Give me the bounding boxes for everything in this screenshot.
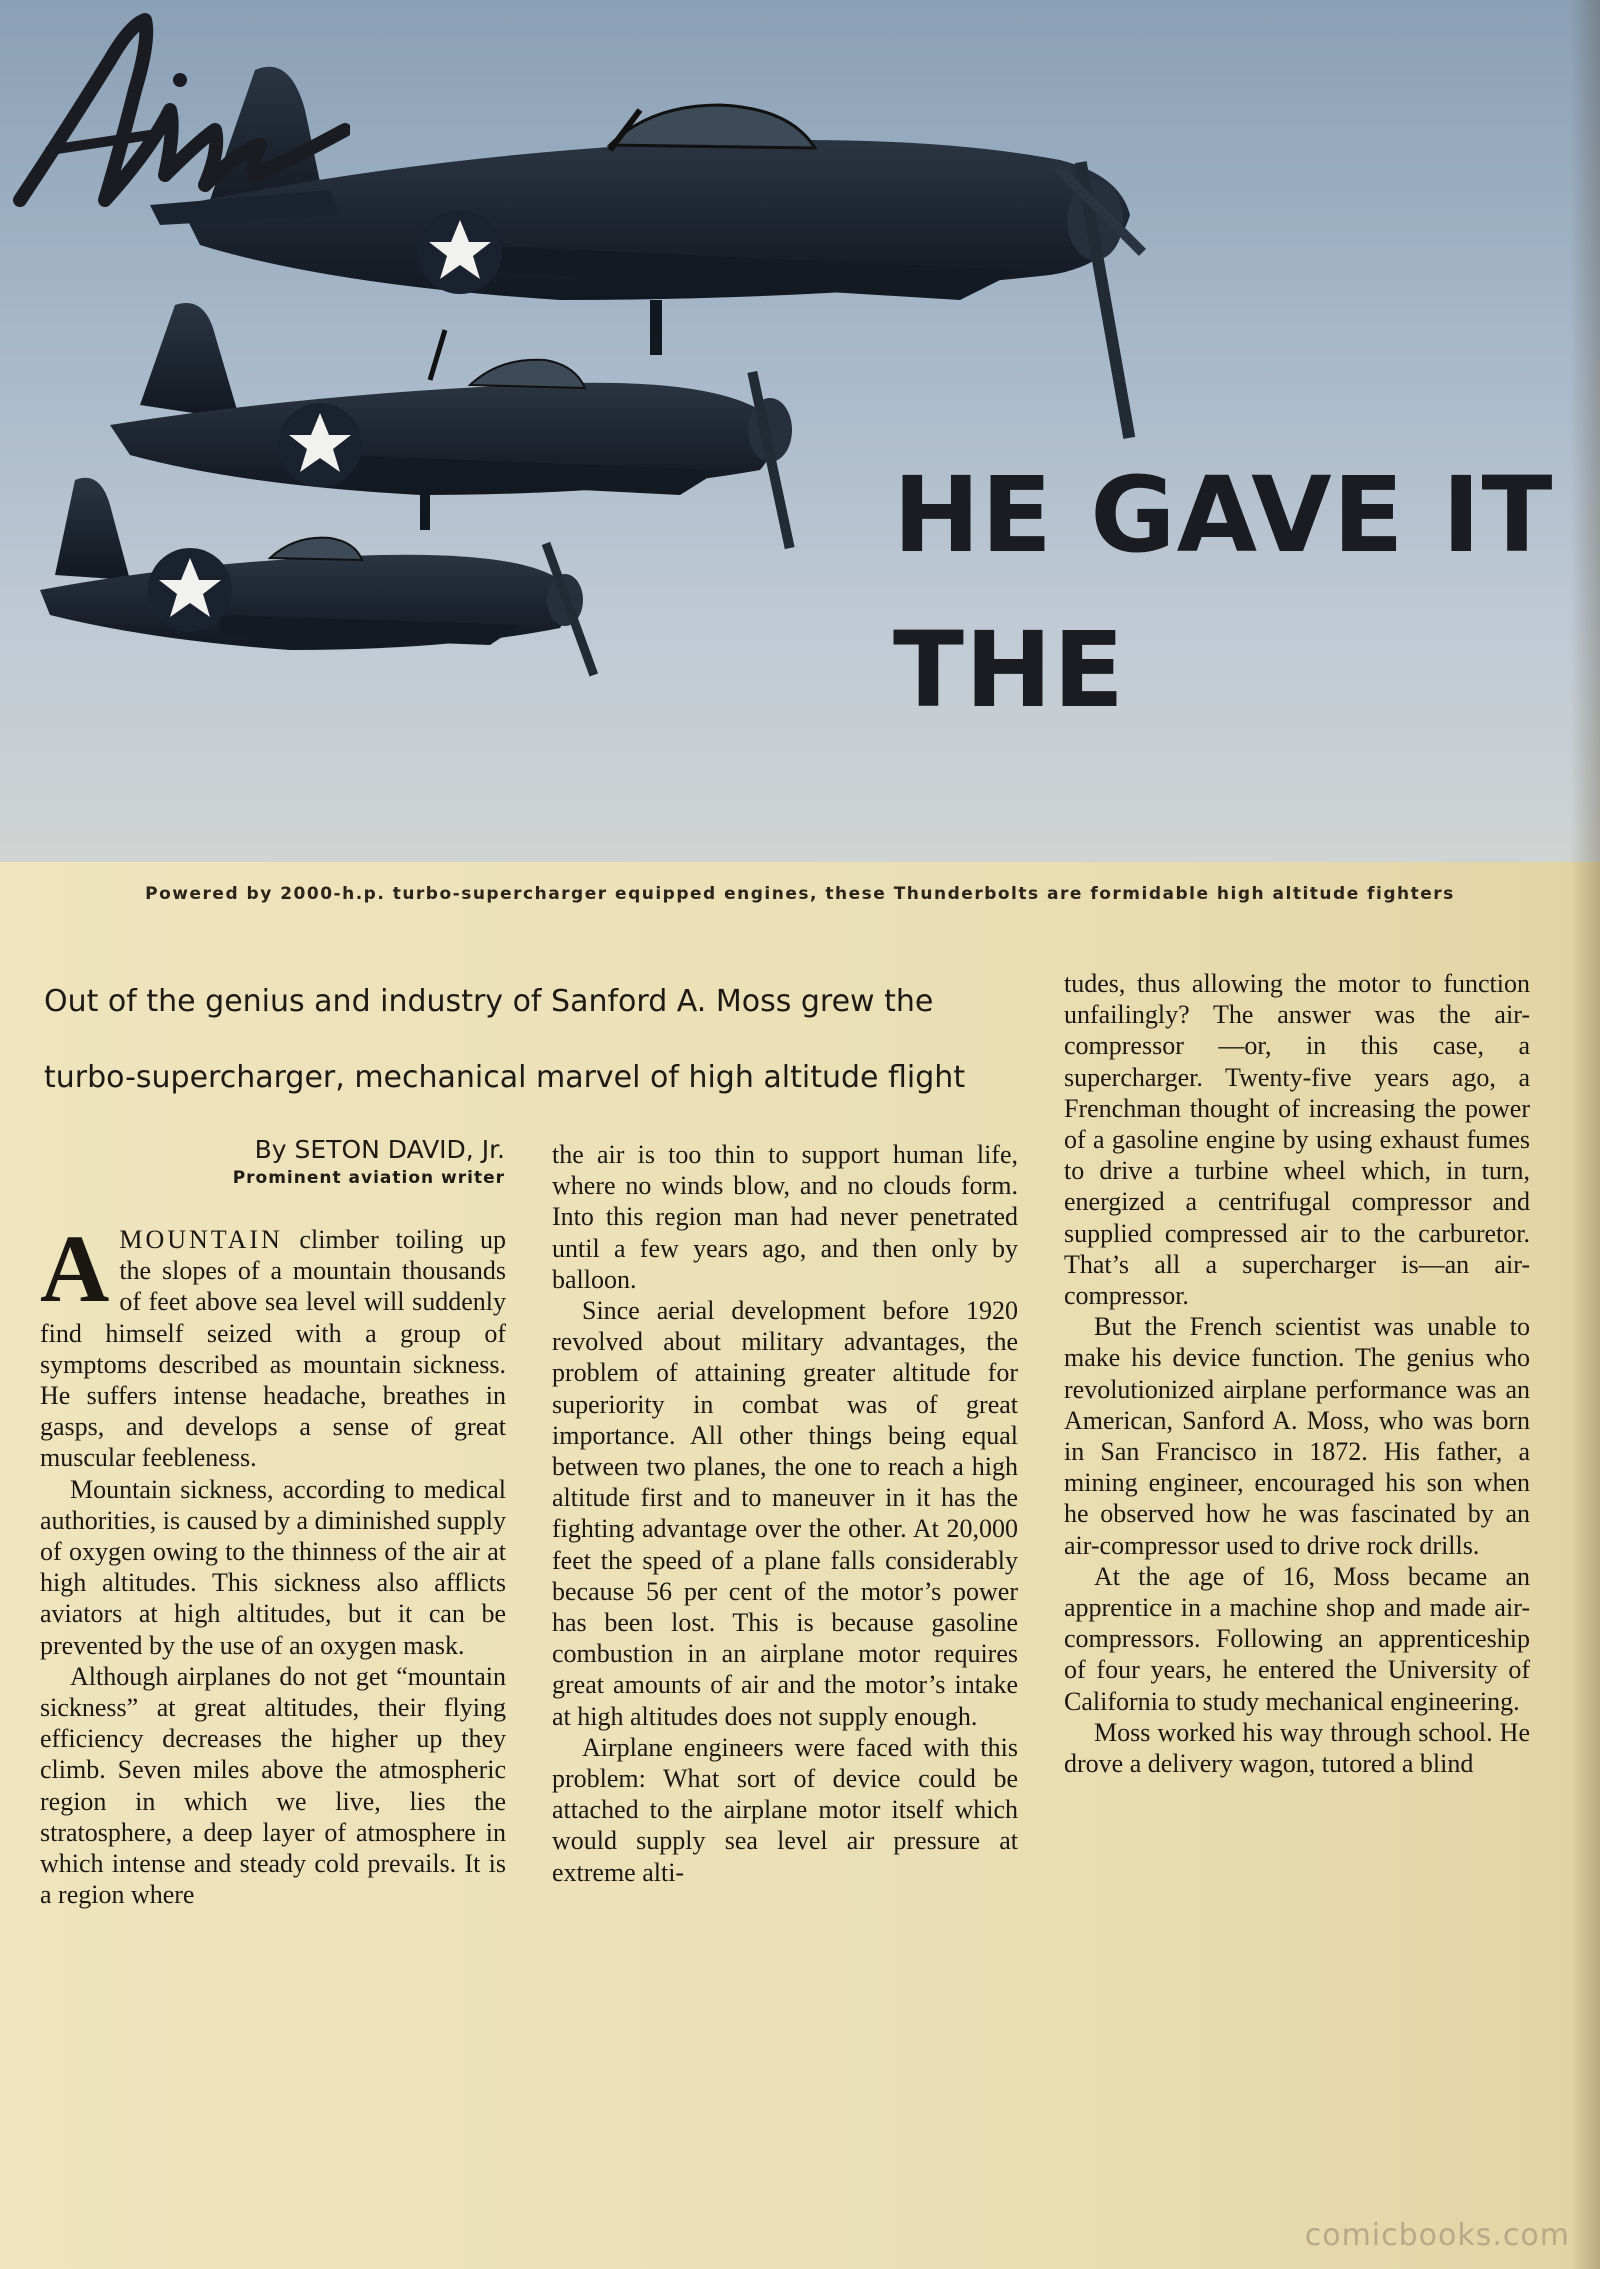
article-deck	[44, 964, 1044, 1116]
rear-plane	[40, 478, 598, 677]
paragraph	[40, 1215, 506, 1474]
photo-caption: Powered by 2000-h.p. turbo-supercharger equipped engines, these Thunderbolts are formidable high altitude fighters	[145, 884, 1455, 904]
author-name: By SETON DAVID, Jr.	[254, 1135, 505, 1164]
drop-cap: A	[40, 1215, 110, 1322]
paragraph-continued: the air is too thin to support human life, where no winds blow, and no clouds form. Into this region man had never penetrated until a few years ago, and then only by balloon.	[552, 1140, 1018, 1294]
middle-plane	[110, 303, 795, 549]
paragraph-text: climber toiling up the slopes of a mountain thousands of feet above sea level will suddenly find himself seized with a group of symptoms described as mountain sickness. He suffers intense headache, breathes in gasps, and develops a sense of great muscular feebleness.	[40, 1225, 506, 1473]
paragraph: Although airplanes do not get “mountain sickness” at great altitudes, their flying efficiency decreases the higher up they climb. Seven miles above the atmospheric region in which we live, lies the stratosphere, a deep layer of atmosphere in which intense and steady cold prevails. It is a region where	[40, 1661, 506, 1910]
body-column-2	[552, 1139, 1018, 1888]
paragraph-continued: tudes, thus allowing the motor to function unfailingly? The answer was the air-compressor —or, in this case, a supercharger. Twenty-five years ago, a Frenchman thought of increasing the power of a gasoline engine by using exhaust fumes to drive a turbine wheel which, in turn, energized a centrifugal compressor and supplied compressed air to the carburetor. That’s all a supercharger is—an air-compressor.	[1064, 969, 1530, 1311]
body-column-3	[1064, 968, 1530, 1779]
page-edge-shadow	[1570, 0, 1600, 2269]
paragraph: But the French scientist was unable to make his device function. The genius who revolutionized airplane performance was an American, Sanford A. Moss, who was born in San Francisco in 1872. His father, a mining engineer, encouraged his son when he observed how he was fascinated by an air-compressor used to drive rock drills.	[1064, 1312, 1530, 1560]
deck-line-1: Out of the genius and industry of Sanford A. Moss grew the	[44, 984, 934, 1019]
paragraph: At the age of 16, Moss became an apprentice in a machine shop and made air-compressors. Following an apprenticeship of four years, he entered the University of California to study mechanical engineering.	[1064, 1561, 1530, 1716]
paragraph: Moss worked his way through school. He drove a delivery wagon, tutored a blind	[1064, 1717, 1530, 1779]
headline-line-2: THE	[893, 609, 1126, 731]
paragraph: Mountain sickness, according to medical authorities, is caused by a diminished supply of oxygen owing to the thinness of the air at high altitudes. This sickness also afflicts aviators at high altitudes, but it can be prevented by the use of an oxygen mask.	[40, 1474, 506, 1660]
lead-word: MOUNTAIN	[119, 1225, 283, 1254]
paragraph: Since aerial development before 1920 revolved about military advantages, the problem of attaining greater altitude for superiority in combat was of great importance. All other things being equal between two planes, the one to reach a high altitude first and to maneuver in it has the fighting advantage over the other. At 20,000 feet the speed of a plane falls considerably because 56 per cent of the motor’s power has been lost. This is because gasoline combustion in an airplane motor requires great amounts of air and the motor’s intake at high altitudes does not supply enough.	[552, 1296, 1018, 1731]
body-column-1	[40, 1215, 506, 1910]
author-role: Prominent aviation writer	[232, 1168, 505, 1188]
article-headline	[893, 454, 1573, 731]
watermark: comicbooks.com	[1304, 2218, 1570, 2253]
headline-line-1: HE GAVE IT	[893, 454, 1554, 576]
script-air-lettering	[0, 0, 350, 230]
paragraph: Airplane engineers were faced with this problem: What sort of device could be attached to the airplane motor itself which would supply sea level air pressure at extreme alti-	[552, 1732, 1018, 1887]
header-photo	[0, 0, 1600, 862]
deck-line-2: turbo-supercharger, mechanical marvel of high altitude flight	[44, 1060, 966, 1095]
byline	[200, 1134, 505, 1190]
